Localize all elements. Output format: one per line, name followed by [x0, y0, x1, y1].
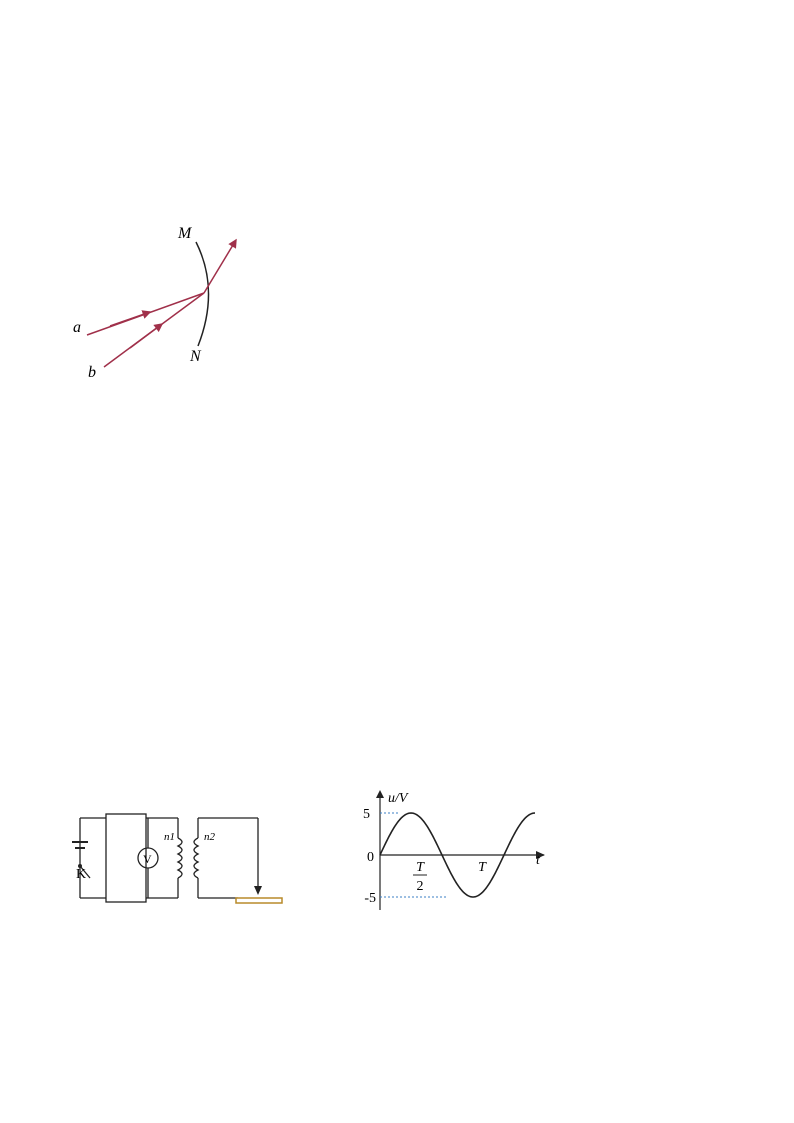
tick-period: T: [478, 860, 486, 875]
tick-pos: 5: [363, 807, 370, 822]
q4-option-c: [72, 420, 372, 442]
q4-detail-line-1: [72, 515, 722, 537]
explanation-line-1: [72, 63, 722, 85]
q4-option-d: [396, 420, 696, 442]
q5-stem-line-3: [72, 714, 722, 736]
q4-stem-line-1: [72, 160, 722, 182]
tick-half-num: T: [416, 860, 424, 875]
x-axis-label: t: [536, 853, 540, 868]
q5-option-b: [396, 982, 696, 1004]
label-b: b: [88, 364, 96, 380]
tick-half-den: 2: [416, 879, 424, 894]
label-N: N: [190, 348, 201, 365]
explanation-line-2: [72, 96, 722, 118]
ray-out: [204, 240, 236, 293]
q4-refraction-figure: [70, 220, 260, 380]
q5-stem-line-2: [72, 681, 722, 703]
explanation-line-3: [72, 128, 722, 150]
metal-plate: [236, 898, 282, 903]
q5-stem-line-1: [72, 649, 722, 671]
q4-option-a: [72, 388, 372, 410]
tick-zero: 0: [367, 850, 374, 865]
tick-neg: -5: [364, 891, 376, 906]
q4-conclusion: [72, 617, 722, 639]
n1-label: n1: [164, 831, 175, 843]
label-a: a: [73, 319, 81, 336]
y-axis-label: u/V: [388, 791, 408, 806]
n2-label: n2: [204, 831, 215, 843]
graph-caption: [420, 918, 460, 938]
q4-option-b: [396, 388, 696, 410]
q5-circuit-diagram: [68, 800, 298, 930]
q4-answer: [72, 451, 722, 473]
voltmeter-v-label: V: [143, 852, 152, 866]
q5-stem-line-4: [72, 751, 722, 773]
label-M: M: [178, 225, 192, 242]
circuit-caption: [156, 918, 196, 938]
key-k-label: K: [76, 867, 87, 882]
q4-detail-line-2: [72, 549, 722, 571]
ray-a-arrow: [110, 312, 150, 326]
q5-voltage-graph: [340, 782, 560, 917]
q4-stem-line-2: [72, 190, 722, 212]
q4-analysis-heading: [72, 483, 722, 505]
ray-b-arrow: [130, 324, 162, 348]
q5-option-a: [72, 982, 372, 1004]
q4-detail-line-3: [72, 584, 722, 606]
